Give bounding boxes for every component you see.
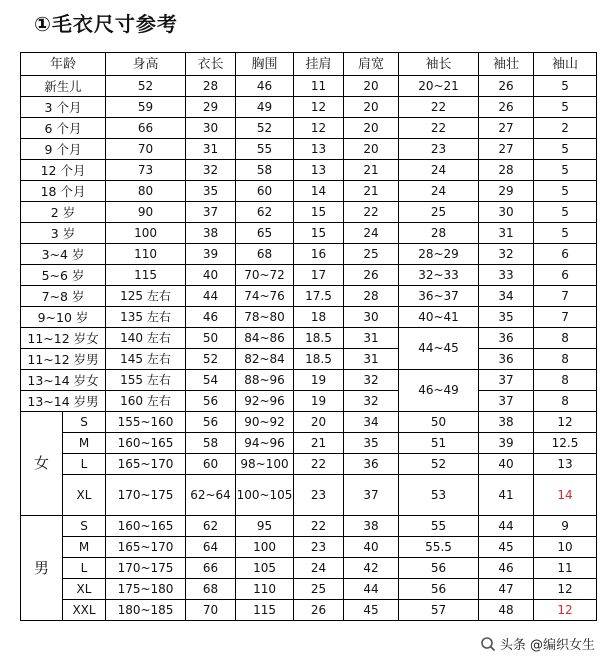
table-cell: 15 [294,223,344,244]
table-cell: 46 [236,76,294,97]
table-cell: 55 [236,139,294,160]
table-cell: 27 [479,118,534,139]
table-row [21,244,597,265]
table-cell: 180~185 [106,600,186,621]
table-row [21,600,597,621]
table-cell: 92~96 [236,391,294,412]
age-cell: 9 个月 [21,139,106,160]
table-cell: 31 [344,328,399,349]
table-cell: 5 [534,76,597,97]
table-cell: 14 [294,181,344,202]
table-cell: 27 [479,139,534,160]
table-cell: 35 [186,181,236,202]
table-cell: 52 [236,118,294,139]
search-logo-icon [480,636,496,652]
table-cell: 110 [236,579,294,600]
table-cell: 20 [344,118,399,139]
size-cell: L [63,454,106,475]
table-cell: 21 [294,433,344,454]
table-cell: 28 [479,160,534,181]
table-cell: 125 左右 [106,286,186,307]
table-cell: 8 [534,391,597,412]
table-cell: 51 [399,433,479,454]
merged-sleeve-cell: 46~49 [399,370,479,412]
table-cell: 160~165 [106,516,186,537]
table-cell: 82~84 [236,349,294,370]
table-cell: 39 [479,433,534,454]
table-cell: 5 [534,97,597,118]
table-cell: 90~92 [236,412,294,433]
table-cell: 115 [236,600,294,621]
table-cell: 42 [344,558,399,579]
table-cell: 33 [479,265,534,286]
table-cell: 8 [534,349,597,370]
table-cell: 31 [479,223,534,244]
table-cell: 11 [294,76,344,97]
table-cell: 23 [294,475,344,516]
table-cell: 37 [479,370,534,391]
age-cell: 18 个月 [21,181,106,202]
men-gender-label: 男 [21,516,63,621]
table-cell: 29 [186,97,236,118]
table-cell: 80 [106,181,186,202]
size-cell: XL [63,579,106,600]
table-cell: 7 [534,307,597,328]
table-cell: 32 [344,391,399,412]
table-cell: 110 [106,244,186,265]
table-cell: 31 [186,139,236,160]
age-cell: 11~12 岁女 [21,328,106,349]
table-cell: 88~96 [236,370,294,391]
table-cell: 44 [479,516,534,537]
table-row [21,223,597,244]
table-row [21,475,597,516]
table-cell: 170~175 [106,475,186,516]
table-cell: 49 [236,97,294,118]
age-cell: 13~14 岁男 [21,391,106,412]
table-cell: 58 [186,433,236,454]
table-cell: 65 [236,223,294,244]
table-cell: 44 [344,579,399,600]
table-cell: 12 [534,600,597,621]
age-cell: 7~8 岁 [21,286,106,307]
table-cell: 13 [294,139,344,160]
table-cell: 5 [534,160,597,181]
size-cell: M [63,433,106,454]
table-cell: 32~33 [399,265,479,286]
table-cell: 36 [479,328,534,349]
table-cell: 70~72 [236,265,294,286]
table-cell: 32 [186,160,236,181]
age-cell: 5~6 岁 [21,265,106,286]
table-cell: 50 [186,328,236,349]
age-cell: 13~14 岁女 [21,370,106,391]
table-cell: 170~175 [106,558,186,579]
table-cell: 24 [399,160,479,181]
table-cell: 60 [236,181,294,202]
table-cell: 30 [479,202,534,223]
table-row [21,53,597,76]
table-cell: 5 [534,223,597,244]
size-cell: L [63,558,106,579]
table-cell: 12 [534,412,597,433]
table-cell: 13 [294,160,344,181]
age-cell: 3~4 岁 [21,244,106,265]
table-cell: 50 [399,412,479,433]
table-cell: 44 [186,286,236,307]
table-cell: 56 [399,579,479,600]
table-cell: 155~160 [106,412,186,433]
table-cell: 46 [186,307,236,328]
column-header: 身高 [106,53,186,76]
table-cell: 25 [294,579,344,600]
table-cell: 6 [534,244,597,265]
table-cell: 12 [294,118,344,139]
watermark-text: 头条 @编织女生 [499,638,595,653]
age-cell: 2 岁 [21,202,106,223]
table-cell: 18.5 [294,349,344,370]
table-row [21,391,597,412]
table-cell: 35 [344,433,399,454]
table-cell: 36 [479,349,534,370]
table-cell: 13 [534,454,597,475]
table-row [21,433,597,454]
table-cell: 37 [344,475,399,516]
table-cell: 7 [534,286,597,307]
table-row [21,307,597,328]
table-cell: 100 [236,537,294,558]
page-title: ①毛衣尺寸参考 [34,12,178,36]
table-row [21,558,597,579]
table-cell: 20~21 [399,76,479,97]
table-cell: 40~41 [399,307,479,328]
table-cell: 23 [399,139,479,160]
sweater-size-table [20,52,597,621]
table-row [21,160,597,181]
table-cell: 24 [294,558,344,579]
age-cell: 6 个月 [21,118,106,139]
table-cell: 165~170 [106,537,186,558]
table-cell: 18.5 [294,328,344,349]
table-cell: 45 [344,600,399,621]
table-row [21,349,597,370]
table-cell: 45 [479,537,534,558]
table-row [21,412,597,433]
table-row [21,118,597,139]
table-cell: 24 [344,223,399,244]
table-cell: 24 [399,181,479,202]
table-cell: 175~180 [106,579,186,600]
table-cell: 39 [186,244,236,265]
table-cell: 48 [479,600,534,621]
age-cell: 11~12 岁男 [21,349,106,370]
table-cell: 20 [344,97,399,118]
table-cell: 5 [534,181,597,202]
table-cell: 64 [186,537,236,558]
size-cell: S [63,516,106,537]
table-cell: 145 左右 [106,349,186,370]
column-header: 衣长 [186,53,236,76]
column-header: 年龄 [21,53,106,76]
table-cell: 21 [344,160,399,181]
table-cell: 9 [534,516,597,537]
table-cell: 36 [344,454,399,475]
table-cell: 105 [236,558,294,579]
table-cell: 28 [186,76,236,97]
table-cell: 18 [294,307,344,328]
table-cell: 17.5 [294,286,344,307]
table-cell: 5 [534,139,597,160]
table-cell: 52 [106,76,186,97]
table-row [21,139,597,160]
table-cell: 22 [344,202,399,223]
table-cell: 15 [294,202,344,223]
table-cell: 25 [399,202,479,223]
table-row [21,537,597,558]
age-cell: 12 个月 [21,160,106,181]
table-cell: 100~105 [236,475,294,516]
table-cell: 32 [344,370,399,391]
table-cell: 38 [479,412,534,433]
table-cell: 26 [479,97,534,118]
table-cell: 26 [344,265,399,286]
age-cell: 3 岁 [21,223,106,244]
table-cell: 22 [294,454,344,475]
table-cell: 58 [236,160,294,181]
table-cell: 8 [534,370,597,391]
table-cell: 60 [186,454,236,475]
table-cell: 68 [236,244,294,265]
women-gender-label: 女 [21,412,63,516]
table-cell: 25 [344,244,399,265]
table-cell: 41 [479,475,534,516]
table-cell: 95 [236,516,294,537]
table-cell: 68 [186,579,236,600]
column-header: 肩宽 [344,53,399,76]
column-header: 袖山 [534,53,597,76]
table-cell: 16 [294,244,344,265]
age-cell: 新生儿 [21,76,106,97]
table-cell: 12 [534,579,597,600]
table-row [21,579,597,600]
table-cell: 94~96 [236,433,294,454]
size-cell: S [63,412,106,433]
table-cell: 56 [186,391,236,412]
table-cell: 28 [399,223,479,244]
table-cell: 28~29 [399,244,479,265]
table-cell: 56 [186,412,236,433]
table-cell: 160 左右 [106,391,186,412]
table-row [21,328,597,349]
table-cell: 28 [344,286,399,307]
table-cell: 31 [344,349,399,370]
table-cell: 20 [344,76,399,97]
age-cell: 9~10 岁 [21,307,106,328]
table-cell: 135 左右 [106,307,186,328]
table-cell: 62 [236,202,294,223]
table-cell: 34 [479,286,534,307]
table-cell: 73 [106,160,186,181]
table-cell: 40 [479,454,534,475]
table-cell: 62 [186,516,236,537]
table-row [21,202,597,223]
table-cell: 38 [344,516,399,537]
table-cell: 70 [106,139,186,160]
table-cell: 98~100 [236,454,294,475]
table-cell: 20 [344,139,399,160]
table-cell: 30 [344,307,399,328]
column-header: 胸围 [236,53,294,76]
table-cell: 140 左右 [106,328,186,349]
size-table-body [21,53,597,621]
table-cell: 84~86 [236,328,294,349]
table-cell: 19 [294,370,344,391]
table-row [21,265,597,286]
table-cell: 53 [399,475,479,516]
table-cell: 66 [106,118,186,139]
column-header: 袖长 [399,53,479,76]
table-row [21,454,597,475]
table-cell: 40 [344,537,399,558]
table-cell: 34 [344,412,399,433]
table-cell: 20 [294,412,344,433]
table-cell: 78~80 [236,307,294,328]
column-header: 袖壮 [479,53,534,76]
table-cell: 14 [534,475,597,516]
table-cell: 160~165 [106,433,186,454]
table-cell: 30 [186,118,236,139]
column-header: 挂肩 [294,53,344,76]
size-cell: M [63,537,106,558]
table-cell: 26 [294,600,344,621]
table-cell: 36~37 [399,286,479,307]
table-row [21,516,597,537]
size-cell: XL [63,475,106,516]
table-cell: 90 [106,202,186,223]
table-cell: 37 [479,391,534,412]
table-cell: 37 [186,202,236,223]
table-cell: 54 [186,370,236,391]
table-cell: 70 [186,600,236,621]
table-cell: 6 [534,265,597,286]
table-row [21,97,597,118]
table-cell: 19 [294,391,344,412]
table-cell: 17 [294,265,344,286]
merged-sleeve-cell: 44~45 [399,328,479,370]
table-cell: 52 [186,349,236,370]
table-cell: 35 [479,307,534,328]
table-cell: 22 [294,516,344,537]
table-cell: 8 [534,328,597,349]
table-cell: 11 [534,558,597,579]
table-cell: 55 [399,516,479,537]
table-cell: 66 [186,558,236,579]
table-cell: 12.5 [534,433,597,454]
table-cell: 57 [399,600,479,621]
table-cell: 10 [534,537,597,558]
table-cell: 155 左右 [106,370,186,391]
table-cell: 38 [186,223,236,244]
table-cell: 26 [479,76,534,97]
table-cell: 46 [479,558,534,579]
table-row [21,76,597,97]
table-cell: 22 [399,118,479,139]
table-cell: 5 [534,202,597,223]
table-cell: 32 [479,244,534,265]
watermark [477,633,598,654]
table-cell: 165~170 [106,454,186,475]
table-cell: 56 [399,558,479,579]
table-row [21,370,597,391]
table-cell: 2 [534,118,597,139]
table-cell: 22 [399,97,479,118]
table-cell: 59 [106,97,186,118]
table-cell: 115 [106,265,186,286]
table-cell: 52 [399,454,479,475]
table-cell: 40 [186,265,236,286]
table-cell: 100 [106,223,186,244]
table-cell: 74~76 [236,286,294,307]
table-row [21,181,597,202]
table-cell: 62~64 [186,475,236,516]
size-cell: XXL [63,600,106,621]
table-cell: 29 [479,181,534,202]
table-cell: 21 [344,181,399,202]
table-row [21,286,597,307]
table-cell: 47 [479,579,534,600]
table-cell: 12 [294,97,344,118]
age-cell: 3 个月 [21,97,106,118]
table-cell: 55.5 [399,537,479,558]
table-cell: 23 [294,537,344,558]
